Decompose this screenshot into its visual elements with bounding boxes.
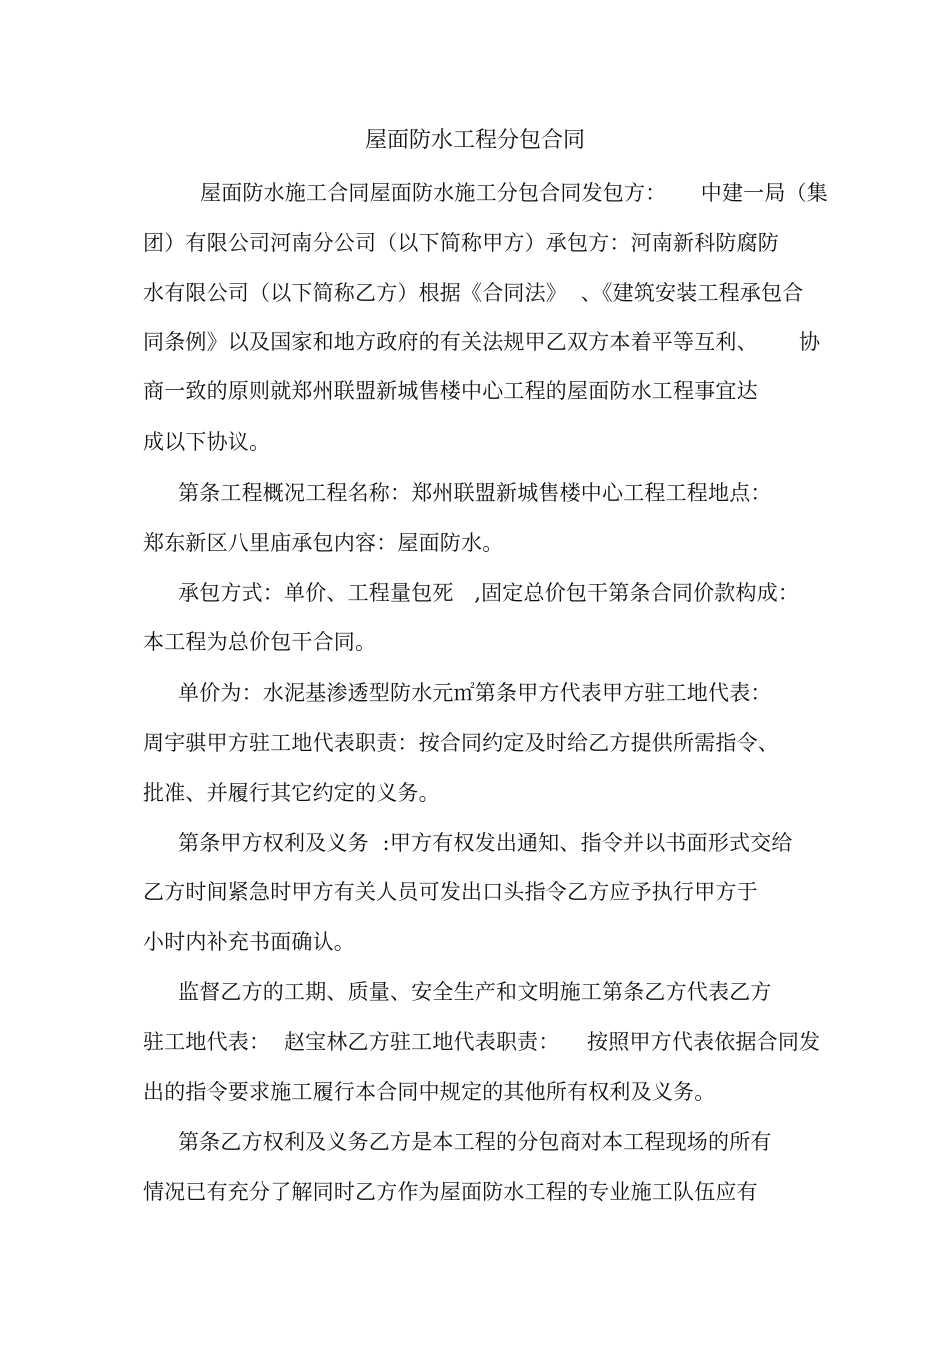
paragraph-line: 第条甲方权利及义务 :甲方有权发出通知、指令并以书面形式交给	[178, 831, 793, 855]
paragraph-line: 第条乙方权利及义务乙方是本工程的分包商对本工程现场的所有	[178, 1130, 772, 1154]
paragraph-line: 团）有限公司河南分公司（以下简称甲方）承包方：河南新科防腐防	[143, 231, 779, 255]
paragraph-line: 周宇骐甲方驻工地代表职责：按合同约定及时给乙方提供所需指令、	[143, 731, 779, 755]
paragraph-line: 单价为：水泥基渗透型防水元㎡第条甲方代表甲方驻工地代表：	[178, 681, 772, 705]
paragraph-line: 乙方时间紧急时甲方有关人员可发出口头指令乙方应予执行甲方于	[143, 880, 758, 904]
paragraph-line: 郑东新区八里庙承包内容：屋面防水。	[143, 531, 504, 555]
paragraph-line: 情况已有充分了解同时乙方作为屋面防水工程的专业施工队伍应有	[143, 1180, 758, 1204]
paragraph-line: 第条工程概况工程名称：郑州联盟新城售楼中心工程工程地点：	[178, 481, 772, 505]
paragraph-line: 水有限公司（以下简称乙方）根据《合同法》 、《建筑安装工程承包合	[143, 281, 804, 305]
paragraph-line: 监督乙方的工期、质量、安全生产和文明施工第条乙方代表乙方	[178, 980, 772, 1004]
paragraph-line: 屋面防水施工合同屋面防水施工分包合同发包方： 中建一局（集	[200, 181, 828, 205]
paragraph-line: 同条例》以及国家和地方政府的有关法规甲乙双方本着平等互利、 协	[143, 330, 821, 354]
document-title: 屋面防水工程分包合同	[364, 128, 585, 153]
paragraph-line: 小时内补充书面确认。	[143, 930, 355, 954]
paragraph-line: 成以下协议。	[143, 430, 271, 454]
paragraph-line: 出的指令要求施工履行本合同中规定的其他所有权利及义务。	[143, 1080, 716, 1104]
paragraph-line: 批准、并履行其它约定的义务。	[143, 781, 440, 805]
paragraph-line: 承包方式：单价、工程量包死 ,固定总价包干第条合同价款构成：	[178, 581, 800, 605]
paragraph-line: 本工程为总价包干合同。	[143, 630, 377, 654]
paragraph-line: 商一致的原则就郑州联盟新城售楼中心工程的屋面防水工程事宜达	[143, 379, 758, 403]
paragraph-line: 驻工地代表： 赵宝林乙方驻工地代表职责： 按照甲方代表依据合同发	[143, 1030, 821, 1054]
